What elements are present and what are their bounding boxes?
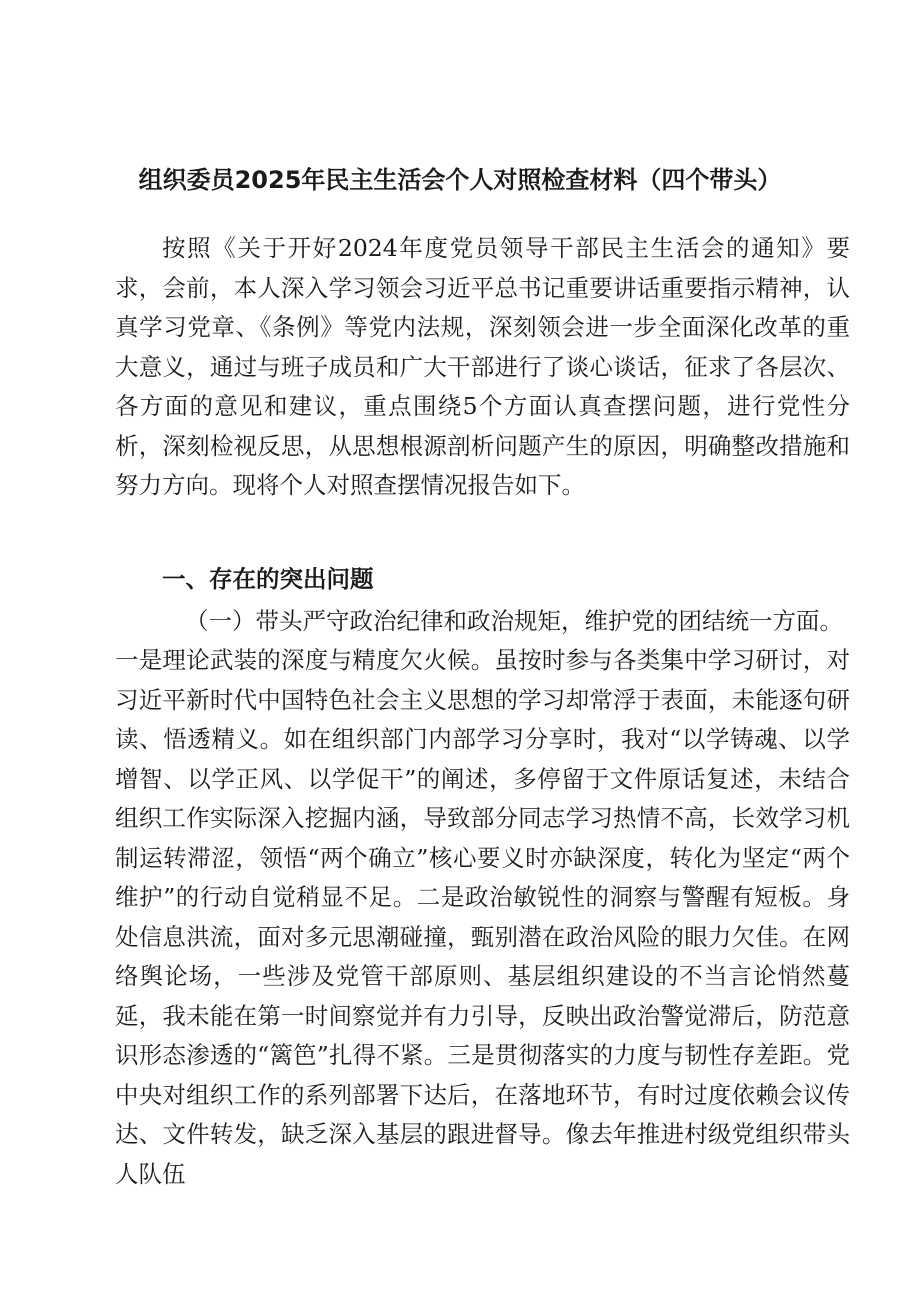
section-heading: 一、存在的突出问题 xyxy=(162,565,374,593)
subsection-heading: （一）带头严守政治纪律和政治规矩，维护党的团结统一方面。 xyxy=(185,607,843,635)
intro-paragraph: 按照《关于开好2024年度党员领导干部民主生活会的通知》要求，会前，本人深入学习领会习近平总书记重要讲话重要指示精神，认真学习党章、《条例》等党内法规，深刻领会进一步全面深化改革的重大意义，通过与班子成员和广大干部进行了谈心谈话，征求了各层次、各方面的意见和建议，重点围绕5个方面认真查摆问题，进行党性分析，深刻检视反思，从思想根源剖析问题产生的原因，明确整改措施和努力方向。现将个人对照查摆情况报告如下。 xyxy=(115,234,850,499)
body-paragraph: 一是理论武装的深度与精度欠火候。虽按时参与各类集中学习研讨，对习近平新时代中国特色社会主义思想的学习却常浮于表面，未能逐句研读、悟透精义。如在组织部门内部学习分享时，我对“以学铸魂、以学增智、以学正风、以学促干”的阐述，多停留于文件原话复述，未结合组织工作实际深入挖掘内涵，导致部分同志学习热情不高，长效学习机制运转滞涩，领悟“两个确立”核心要义时亦缺深度，转化为坚定“两个维护”的行动自觉稍显不足。二是政治敏锐性的洞察与警醒有短板。身处信息洪流，面对多元思潮碰撞，甄别潜在政治风险的眼力欠佳。在网络舆论场，一些涉及党管干部原则、基层组织建设的不当言论悄然蔓延，我未能在第一时间察觉并有力引导，反映出政治警觉滞后，防范意识形态渗透的“篱笆”扎得不紧。三是贯彻落实的力度与韧性存差距。党中央对组织工作的系列部署下达后，在落地环节，有时过度依赖会议传达、文件转发，缺乏深入基层的跟进督导。像去年推进村级党组织带头人队伍 xyxy=(115,646,850,1188)
document-title: 组织委员2025年民主生活会个人对照检查材料（四个带头） xyxy=(138,166,782,194)
